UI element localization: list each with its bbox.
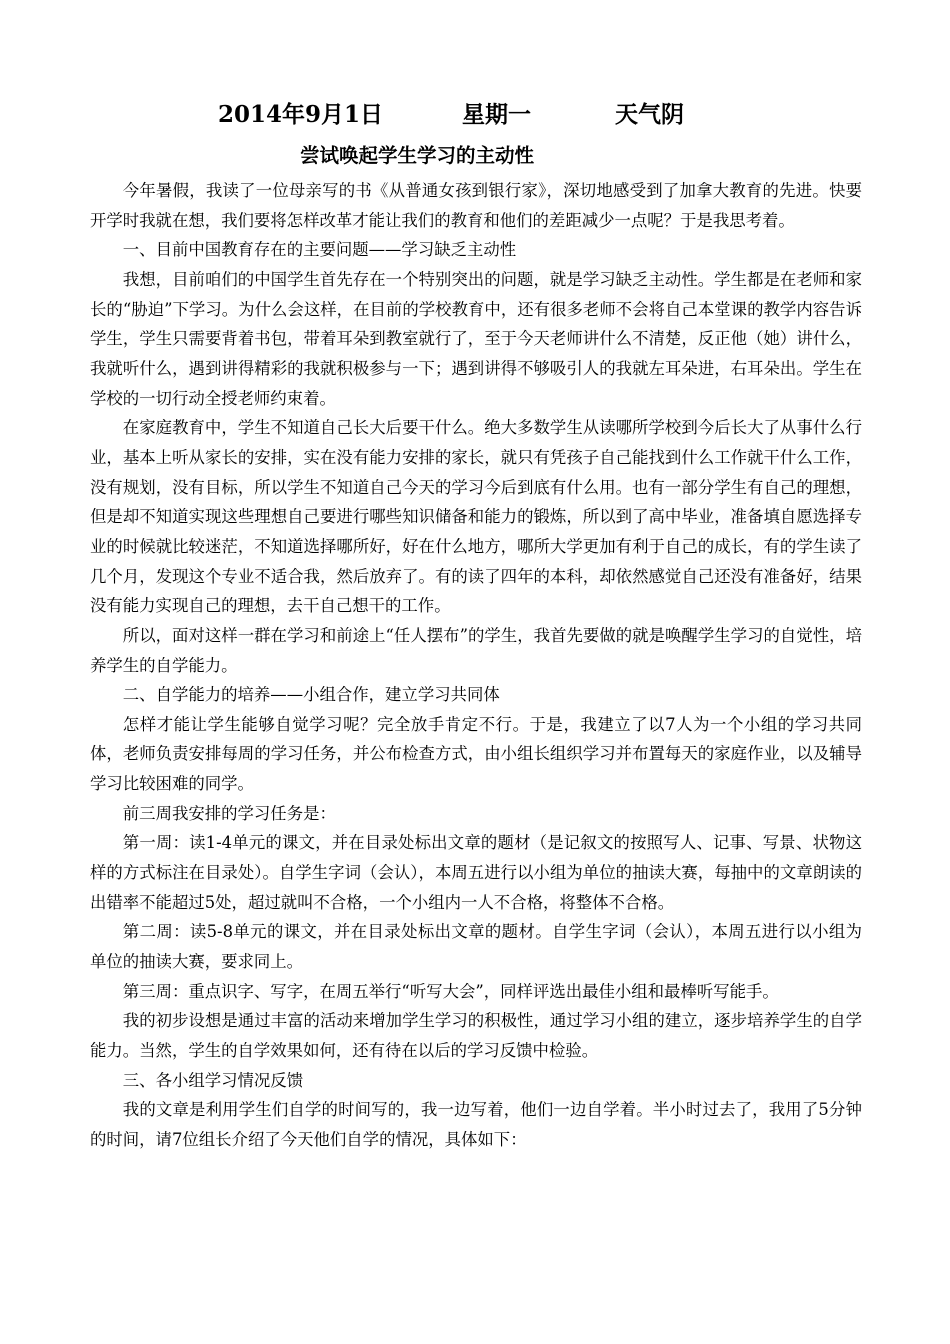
diary-weekday: 星期一 bbox=[462, 101, 531, 128]
section-heading-3: 三、各小组学习情况反馈 bbox=[122, 1070, 304, 1090]
paragraph: 怎样才能让学生能够自觉学习呢？完全放手肯定不行。于是，我建立了以7人为一个小组的学习共同体，老师负责安排每周的学习任务，并公布检查方式，由小组长组织学习并布置每天的家庭作业，以及辅导学习比较困难的同学。 bbox=[90, 714, 862, 794]
paragraph: 我想，目前咱们的中国学生首先存在一个特别突出的问题，就是学习缺乏主动性。学生都是在老师和家长的“胁迫”下学习。为什么会这样，在目前的学校教育中，还有很多老师不会将自己本堂课的教学内容告诉学生，学生只需要背着书包，带着耳朵到教室就行了，至于今天老师讲什么不清楚，反正他（她）讲什么，我就听什么，遇到讲得精彩的我就积极参与一下；遇到讲得不够吸引人的我就左耳朵进，右耳朵出。学生在学校的一切行动全授老师约束着。 bbox=[90, 269, 862, 408]
paragraph-week-2: 第二周：读5-8单元的课文，并在目录处标出文章的题材。自学生字词（会认），本周五进行以小组为单位的抽读大赛，要求同上。 bbox=[90, 922, 862, 972]
paragraph-week-3: 第三周：重点识字、写字，在周五举行“听写大会”，同样评选出最佳小组和最棒听写能手。 bbox=[122, 981, 779, 1001]
paragraph: 前三周我安排的学习任务是： bbox=[122, 803, 336, 823]
paragraph: 我的文章是利用学生们自学的时间写的，我一边写着，他们一边自学着。半小时过去了，我用了5分钟的时间，请7位组长介绍了今天他们自学的情况，具体如下： bbox=[90, 1100, 862, 1149]
article-body bbox=[90, 176, 862, 1155]
section-heading-1: 一、目前中国教育存在的主要问题——学习缺乏主动性 bbox=[122, 240, 517, 260]
diary-header bbox=[0, 96, 950, 132]
paragraph-week-1: 第一周：读1-4单元的课文，并在目录处标出文章的题材（是记叙文的按照写人、记事、写景、状物这样的方式标注在目录处）。自学生字词（会认），本周五进行以小组为单位的抽读大赛，每抽中的文章朗读的出错率不能超过5处，超过就叫不合格，一个小组内一人不合格，将整体不合格。 bbox=[90, 833, 862, 912]
diary-weather: 天气阴 bbox=[615, 101, 684, 128]
section-heading-2: 二、自学能力的培养——小组合作，建立学习共同体 bbox=[122, 685, 500, 705]
paragraph: 我的初步设想是通过丰富的活动来增加学生学习的积极性，通过学习小组的建立，逐步培养学生的自学能力。当然，学生的自学效果如何，还有待在以后的学习反馈中检验。 bbox=[90, 1011, 862, 1061]
article-title: 尝试唤起学生学习的主动性 bbox=[300, 144, 535, 167]
paragraph: 在家庭教育中，学生不知道自己长大后要干什么。绝大多数学生从读哪所学校到今后长大了从事什么行业，基本上听从家长的安排，实在没有能力安排的家长，就只有凭孩子自己能找到什么工作就干什么工作，没有规划，没有目标，所以学生不知道自己今天的学习今后到底有什么用。也有一部分学生有自己的理想，但是却不知道实现这些理想自己要进行哪些知识储备和能力的锻炼，所以到了高中毕业，准备填自愿选择专业的时候就比较迷茫，不知道选择哪所好，好在什么地方，哪所大学更加有利于自己的成长，有的学生读了几个月，发现这个专业不适合我，然后放弃了。有的读了四年的本科，却依然感觉自己还没有准备好，结果没有能力实现自己的理想，去干自己想干的工作。 bbox=[90, 418, 862, 616]
paragraph: 所以，面对这样一群在学习和前途上“任人摆布”的学生，我首先要做的就是唤醒学生学习的自觉性，培养学生的自学能力。 bbox=[90, 625, 862, 675]
paragraph-intro: 今年暑假，我读了一位母亲写的书《从普通女孩到银行家》，深切地感受到了加拿大教育的先进。快要开学时我就在想，我们要将怎样改革才能让我们的教育和他们的差距减少一点呢？于是我思考着。 bbox=[90, 181, 862, 230]
diary-date: 2014年9月1日 bbox=[218, 101, 384, 128]
